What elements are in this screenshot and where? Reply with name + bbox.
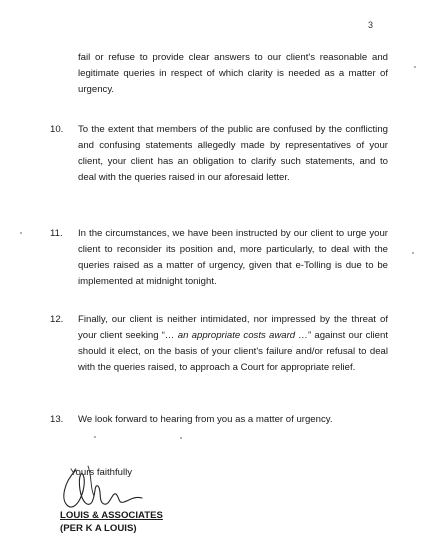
paragraph-number-12: 12.	[50, 314, 64, 325]
paragraph-number-11: 11.	[50, 228, 63, 239]
paragraph-12-text-after: ” against our client should it elect, on the basis of your client's failure and/or refusal to deal with the queries raised, to approach a Court for appropriate relief.	[78, 330, 389, 373]
scan-speck	[412, 252, 414, 254]
paragraph-12-text-before: Finally, our client is neither intimidated, nor impressed by the threat of your client seeking “	[78, 314, 388, 341]
page-number: 3	[368, 20, 374, 30]
paragraph-11: In the circumstances, we have been instructed by our client to urge your client to reconsider its position and, more particularly, to deal with the queries raised as a matter of urgency, given that e-Tolling is due to be implemented at midnight tonight.	[78, 228, 388, 287]
scan-speck	[414, 66, 416, 68]
closing-salutation: Yours faithfully	[70, 467, 133, 478]
paragraph-13: We look forward to hearing from you as a matter of urgency.	[78, 414, 333, 425]
scan-speck	[20, 232, 22, 234]
signatory-line: (PER K A LOUIS)	[60, 523, 137, 534]
paragraph-10: To the extent that members of the public are confused by the conflicting and confusing statements allegedly made by representatives of your client, your client has an obligation to clarify such statements, and to deal with the queries raised in our aforesaid letter.	[78, 124, 388, 183]
paragraph-12	[78, 312, 388, 376]
paragraph-number-13: 13.	[50, 414, 64, 425]
intro-paragraph: fail or refuse to provide clear answers to our client's reasonable and legitimate queries in respect of which clarity is needed as a matter of urgency.	[78, 52, 388, 95]
scan-speck	[94, 436, 96, 438]
paragraph-12-quote: … an appropriate costs award …	[164, 330, 308, 341]
scan-speck	[180, 437, 182, 439]
firm-name: LOUIS & ASSOCIATES	[60, 510, 163, 521]
paragraph-number-10: 10.	[50, 124, 64, 135]
